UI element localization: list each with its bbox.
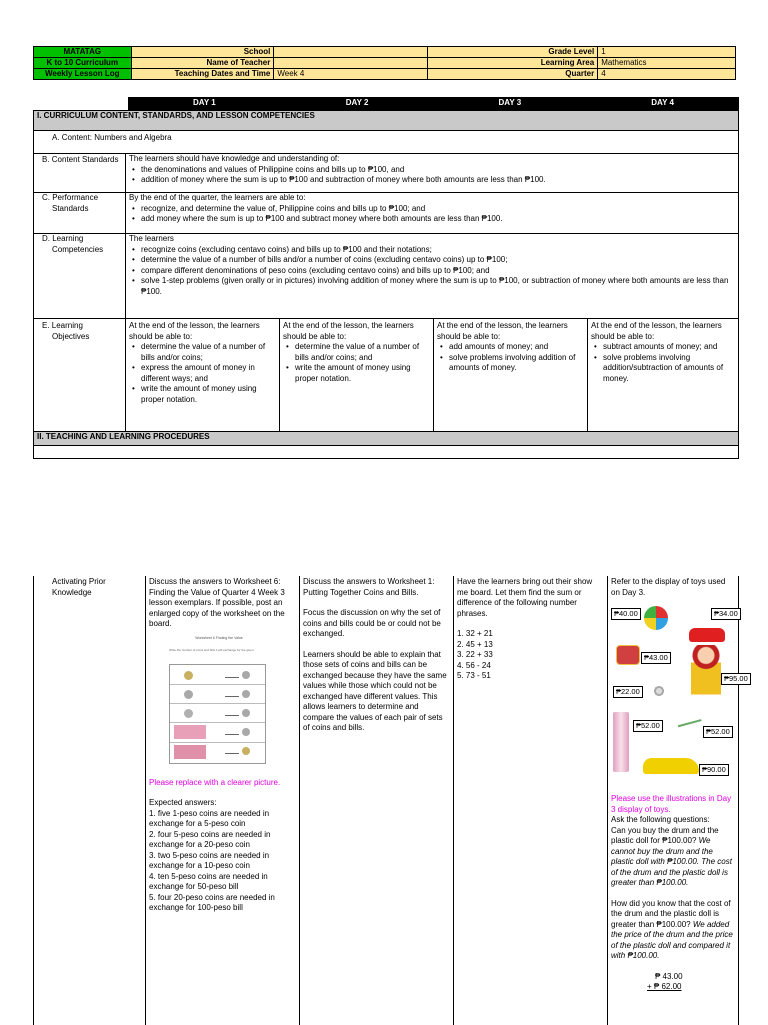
- number-phrase: 1. 32 + 21: [457, 629, 493, 638]
- list-item: • determine the value of a number of bills and/or a number of coins (excluding centavo coins) up to ₱100;: [141, 255, 735, 266]
- ball-icon: [644, 606, 668, 630]
- price-tag: ₱95.00: [721, 673, 751, 685]
- day-4-header: DAY 4: [651, 98, 674, 107]
- answer: We cannot buy the drum and the plastic doll with ₱100.00. The cost of the drum and the plastic doll is greater than ₱100.00.: [611, 836, 732, 887]
- price-tag: ₱40.00: [611, 608, 641, 620]
- list-item: • determine the value of a number of bills and/or coins; and: [295, 342, 430, 363]
- answer-item: 2. four 5-peso coins are needed in exchange for a 20-peso coin: [149, 829, 271, 849]
- content-standards-intro: The learners should have knowledge and understanding of:: [129, 154, 340, 163]
- content-standards-cell: [126, 154, 739, 193]
- performance-standards-cell: [126, 193, 739, 234]
- toy-display: [611, 600, 748, 794]
- activating-label: Activating Prior Knowledge: [34, 576, 146, 1025]
- list-item: • add money where the sum is up to ₱100 and subtract money where both amounts are less than ₱100.: [141, 214, 735, 225]
- worksheet-image: [149, 634, 296, 774]
- list-item: • the denominations and values of Philippine coins and bills up to ₱100, and: [141, 165, 735, 176]
- header-label: School: [131, 47, 274, 58]
- worksheet-grid: [169, 664, 266, 764]
- competencies-cell: [126, 234, 739, 319]
- header-value: 1: [598, 47, 736, 58]
- day2-text: Learners should be able to explain that those sets of coins and bills can be exchanged because they have the same values while those which could not be exchanged have different values. This allows learners to determine and compare the values of each pair of sets of coins and bills.: [303, 649, 447, 732]
- day-2-header: DAY 2: [345, 98, 369, 107]
- worksheet-instruction: Write the number of coins and bills it will exchange for the given.: [169, 647, 255, 652]
- number-phrase: 4. 56 - 24: [457, 660, 491, 670]
- section-heading: II. TEACHING AND LEARNING PROCEDURES: [34, 432, 739, 446]
- header-value: 4: [598, 69, 736, 80]
- list-item: • solve 1-step problems (given orally or in pictures) involving addition of money where the sum is up to ₱100, or subtraction of money where both amounts are less than ₱100.: [141, 276, 735, 297]
- plastic-doll-icon: [691, 645, 721, 703]
- answers-title: Expected answers:: [149, 798, 217, 807]
- header-label: Teaching Dates and Time: [131, 69, 274, 80]
- day4-text: Refer to the display of toys used on Day 3.: [611, 577, 726, 597]
- objectives-intro: At the end of the lesson, the learners should be able to:: [591, 321, 722, 341]
- answer: We added the price of the drum and the price of the plastic doll and compared it with ₱100.00.: [611, 919, 733, 960]
- worksheet-title: Worksheet 6 Finding the Value: [195, 635, 243, 640]
- coin-icon: [184, 709, 193, 718]
- day-3-header: DAY 3: [498, 98, 522, 107]
- objectives-label: E. Learning Objectives: [34, 319, 126, 432]
- coin-icon: [242, 728, 250, 736]
- price-tag: ₱90.00: [699, 764, 729, 776]
- toy-icon: [653, 686, 665, 696]
- content-row: A. Content: Numbers and Algebra: [34, 131, 739, 154]
- list-item: • subtract amounts of money; and: [603, 342, 735, 353]
- day-1-header: DAY 1: [193, 98, 216, 107]
- answer-item: 1. five 1-peso coins are needed in exchange for a 5-peso coin: [149, 808, 270, 828]
- day3-text: Have the learners bring out their show me board. Let them find the sum or difference of the following number phrases.: [457, 577, 593, 618]
- bill-icon: [174, 745, 206, 759]
- price-tag: ₱34.00: [711, 608, 741, 620]
- objectives-intro: At the end of the lesson, the learners should be able to:: [283, 321, 414, 341]
- header-label: Quarter: [428, 69, 598, 80]
- bill-icon: [174, 725, 206, 739]
- objectives-intro: At the end of the lesson, the learners should be able to:: [437, 321, 568, 341]
- activating-day3: [454, 576, 608, 1025]
- list-item: • solve problems involving addition of amounts of money.: [449, 353, 584, 374]
- objectives-day4: [588, 319, 739, 432]
- questions-intro: Ask the following questions:: [611, 815, 710, 824]
- toy-sports-car-icon: [643, 758, 699, 774]
- objectives-day1: [126, 319, 280, 432]
- header-left: Weekly Lesson Log: [34, 69, 132, 80]
- question: How did you know that the cost of the drum and the plastic doll is greater than ₱100.00?: [611, 898, 731, 929]
- section-heading: I. CURRICULUM CONTENT, STANDARDS, AND LESSON COMPETENCIES: [34, 111, 739, 131]
- header-table: [33, 46, 736, 80]
- list-item: • write the amount of money using proper notation.: [295, 363, 430, 384]
- answer-item: 5. four 20-peso coins are needed in exchange for 100-peso bill: [149, 892, 275, 912]
- toy-car-icon: [689, 628, 725, 642]
- header-value: [274, 47, 428, 58]
- sum-line: + ₱ 62.00: [647, 982, 682, 991]
- list-item: • express the amount of money in different ways; and: [141, 363, 276, 384]
- objectives-day2: [280, 319, 434, 432]
- content-standards-label: B. Content Standards: [34, 154, 126, 193]
- activating-day2: [300, 576, 454, 1025]
- header-value: Mathematics: [598, 58, 736, 69]
- activating-day1: [146, 576, 300, 1025]
- objectives-day3: [434, 319, 588, 432]
- number-phrase: 5. 73 - 51: [457, 671, 491, 680]
- header-left: K to 10 Curriculum: [34, 58, 132, 69]
- performance-standards-intro: By the end of the quarter, the learners are able to:: [129, 193, 306, 202]
- lesson-table: [33, 110, 739, 459]
- header-label: Name of Teacher: [131, 58, 274, 69]
- doll-box-icon: [613, 712, 629, 772]
- coin-icon: [184, 690, 193, 699]
- list-item: • solve problems involving addition/subtraction of amounts of money.: [603, 353, 735, 385]
- question: Can you buy the drum and the plastic doll for ₱100.00?: [611, 825, 719, 845]
- list-item: • write the amount of money using proper notation.: [141, 384, 276, 405]
- coin-icon: [242, 747, 250, 755]
- header-value: Week 4: [274, 69, 428, 80]
- price-tag: ₱52.00: [703, 726, 733, 738]
- coin-icon: [242, 690, 250, 698]
- header-left: MATATAG: [34, 47, 132, 58]
- toy-icon: [678, 719, 704, 737]
- list-item: • recognize coins (excluding centavo coins) and bills up to ₱100 and their notations;: [141, 245, 735, 256]
- header-value: [274, 58, 428, 69]
- day1-text: Discuss the answers to Worksheet 6: Finding the Value of Quarter 4 Week 3 lesson exemplars. If possible, post an enlarged copy of the worksheet on the board.: [149, 577, 285, 628]
- list-item: • compare different denominations of peso coins (excluding centavo coins) and bills up to ₱100; and: [141, 266, 735, 277]
- list-item: • addition of money where the sum is up to ₱100 and subtraction of money where both amounts are less than ₱100.: [141, 175, 735, 186]
- day2-text: Discuss the answers to Worksheet 1: Putting Together Coins and Bills.: [303, 577, 435, 597]
- use-illustrations-note: Please use the illustrations in Day 3 display of toys.: [611, 794, 732, 814]
- header-label: Learning Area: [428, 58, 598, 69]
- list-item: • add amounts of money; and: [449, 342, 584, 353]
- competencies-label: D. Learning Competencies: [34, 234, 126, 319]
- coin-icon: [184, 671, 193, 680]
- list-item: • determine the value of a number of bills and/or coins;: [141, 342, 276, 363]
- list-item: • recognize, and determine the value of, Philippine coins and bills up to ₱100; and: [141, 204, 735, 215]
- answer-item: 3. two 5-peso coins are needed in exchange for a 10-peso coin: [149, 850, 270, 870]
- header-label: Grade Level: [428, 47, 598, 58]
- replace-picture-note: Please replace with a clearer picture.: [149, 777, 281, 787]
- drum-icon: [616, 645, 640, 665]
- activating-day4: [608, 576, 748, 1025]
- activating-table: [33, 576, 748, 1025]
- objectives-intro: At the end of the lesson, the learners should be able to:: [129, 321, 260, 341]
- blank-row: [34, 446, 739, 459]
- price-tag: ₱52.00: [633, 720, 663, 732]
- performance-standards-label: C. Performance Standards: [34, 193, 126, 234]
- number-phrase: 3. 22 + 33: [457, 650, 493, 659]
- day-header-row: [128, 97, 739, 110]
- competencies-intro: The learners: [129, 234, 174, 243]
- answer-item: 4. ten 5-peso coins are needed in exchange for 50-peso bill: [149, 871, 268, 891]
- sum-line: ₱ 43.00: [655, 971, 683, 981]
- coin-icon: [242, 671, 250, 679]
- coin-icon: [242, 709, 250, 717]
- price-tag: ₱22.00: [613, 686, 643, 698]
- price-tag: ₱43.00: [641, 652, 671, 664]
- day2-text: Focus the discussion on why the set of coins and bills could be or could not be exchanged.: [303, 608, 441, 638]
- number-phrase: 2. 45 + 13: [457, 639, 493, 649]
